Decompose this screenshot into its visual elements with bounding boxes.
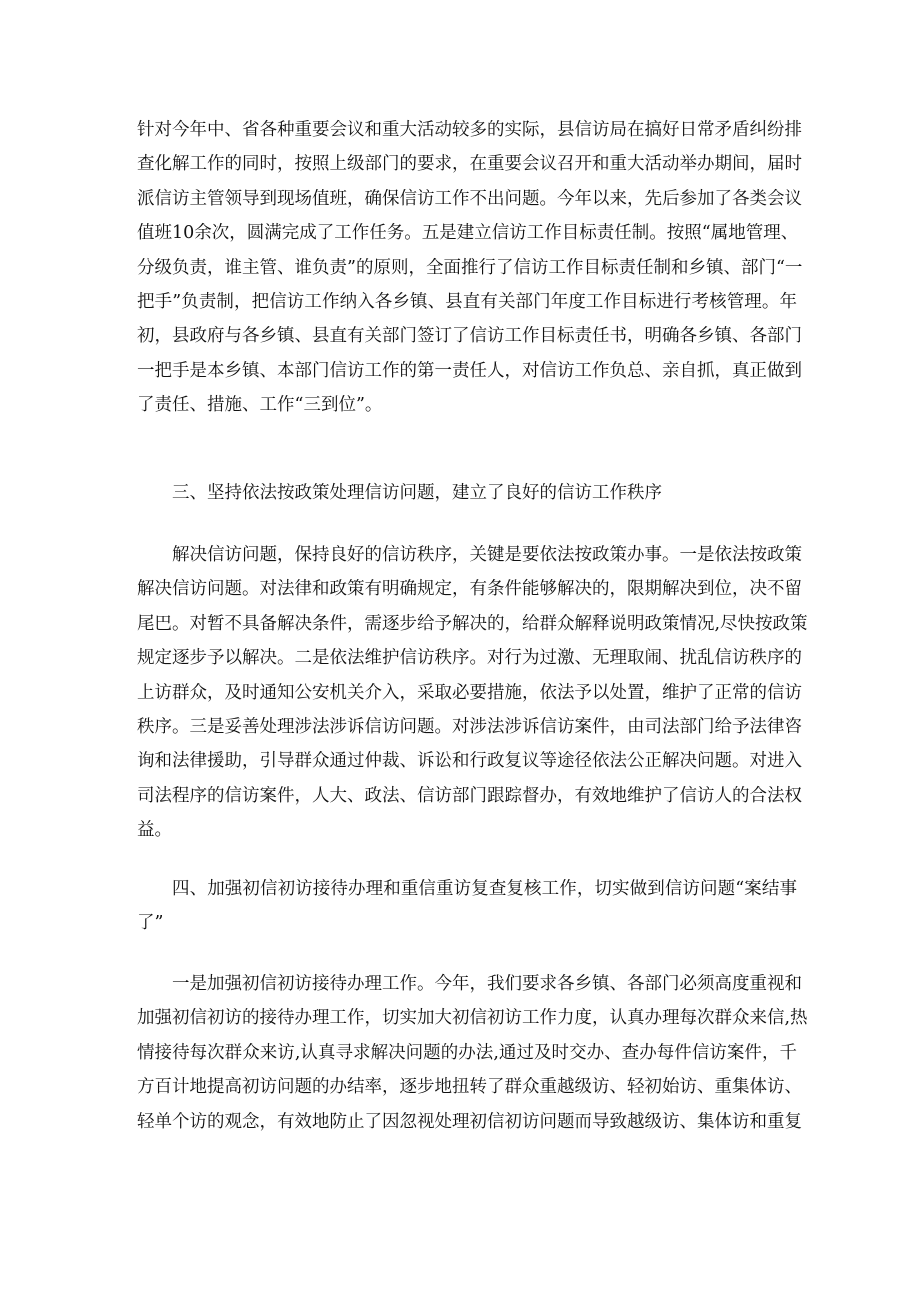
- text-line: 分级负责，谁主管、谁负责”的原则，全面推行了信访工作目标责任制和乡镇、部门“一: [137, 257, 803, 278]
- text-line: 益。: [137, 820, 172, 841]
- text-line: 针对今年中、省各种重要会议和重大活动较多的实际，县信访局在搞好日常矛盾纠纷排: [137, 120, 802, 140]
- heading-text: 了”: [137, 913, 164, 934]
- heading-text: 四、加强初信初访接待办理和重信重访复查复核工作，切实做到信访问题“案结事: [172, 879, 797, 899]
- text-line: 尾巴。对暂不具备解决条件，需逐步给予解决的，给群众解释说明政策情况,尽快按政策: [137, 613, 808, 634]
- text-line: 上访群众，及时通知公安机关介入，采取必要措施，依法予以处置，维护了正常的信访: [137, 682, 802, 703]
- section-heading-3: [137, 476, 797, 510]
- text-line: 一把手是本乡镇、本部门信访工作的第一责任人，对信访工作负总、亲自抓，真正做到: [137, 360, 802, 381]
- text-line: 加强初信初访的接待办理工作，切实加大初信初访工作力度，认真办理每次群众来信,热: [137, 1008, 808, 1029]
- text-line: 秩序。三是妥善处理涉法涉诉信访问题。对涉法涉诉信访案件，由司法部门给予法律咨: [137, 717, 802, 738]
- text-line: 值班10余次，圆满完成了工作任务。五是建立信访工作目标责任制。按照“属地管理、: [137, 223, 799, 244]
- paragraph-3: [137, 967, 808, 1139]
- text-line: 规定逐步予以解决。二是依法维护信访秩序。对行为过激、无理取闹、扰乱信访秩序的: [137, 648, 802, 669]
- text-line: 解决信访问题，保持良好的信访秩序，关键是要依法按政策办事。一是依法按政策: [172, 545, 802, 565]
- text-line: 情接待每次群众来访,认真寻求解决问题的办法,通过及时交办、查办每件信访案件，千: [137, 1042, 797, 1063]
- text-line: 询和法律援助，引导群众通过仲裁、诉讼和行政复议等途径依法公正解决问题。对进入: [137, 751, 802, 772]
- paragraph-1: [137, 113, 803, 423]
- text-line: 轻单个访的观念，有效地防止了因忽视处理初信初访问题而导致越级访、集体访和重复: [137, 1111, 802, 1132]
- text-line: 初，县政府与各乡镇、县直有关部门签订了信访工作目标责任书，明确各乡镇、各部门: [137, 326, 802, 347]
- text-line: 一是加强初信初访接待办理工作。今年，我们要求各乡镇、各部门必须高度重视和: [172, 974, 802, 994]
- text-line: 把手”负责制，把信访工作纳入各乡镇、县直有关部门年度工作目标进行考核管理。年: [137, 292, 797, 313]
- text-line: 司法程序的信访案件，人大、政法、信访部门跟踪督办，有效地维护了信访人的合法权: [137, 785, 802, 806]
- text-line: 派信访主管领导到现场值班，确保信访工作不出问题。今年以来，先后参加了各类会议: [137, 188, 802, 209]
- text-line: 查化解工作的同时，按照上级部门的要求，在重要会议召开和重大活动举办期间，届时: [137, 154, 802, 175]
- text-line: 解决信访问题。对法律和政策有明确规定，有条件能够解决的，限期解决到位，决不留: [137, 579, 802, 600]
- paragraph-2: [137, 538, 808, 848]
- text-line: 了责任、措施、工作“三到位”。: [137, 395, 383, 416]
- text-line: 方百计地提高初访问题的办结率，逐步地扭转了群众重越级访、轻初始访、重集体访、: [137, 1077, 802, 1098]
- heading-text: 三、坚持依法按政策处理信访问题，建立了良好的信访工作秩序: [172, 483, 662, 503]
- section-heading-4: [137, 872, 797, 941]
